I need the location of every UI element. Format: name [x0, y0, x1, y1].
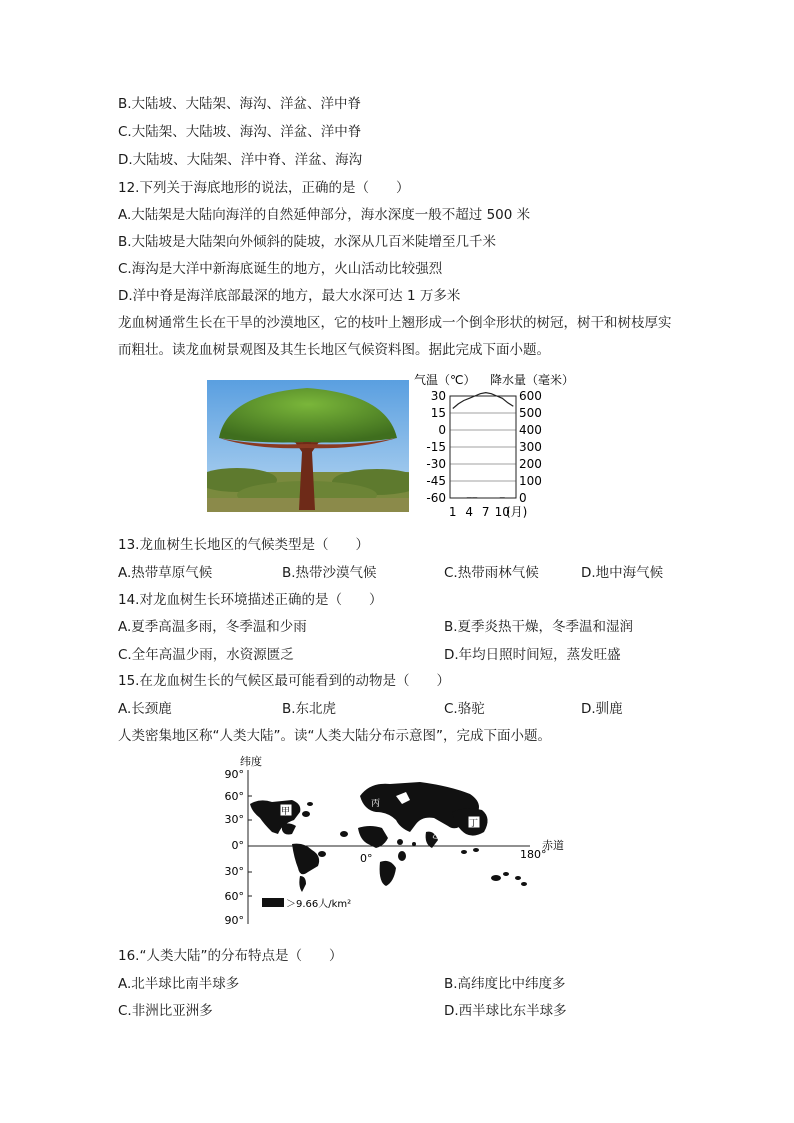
- passage-human-continent: 人类密集地区称“人类大陆”。读“人类大陆分布示意图”，完成下面小题。: [118, 728, 551, 744]
- q15-stem: 15.在龙血树生长的气候区最可能看到的动物是（ ）: [118, 673, 450, 689]
- map-label-ding: 丁: [469, 819, 479, 829]
- map-lon-180: 180°: [520, 848, 547, 861]
- map-lat-30s: 30°: [224, 865, 244, 878]
- map-lat-60s: 60°: [224, 890, 244, 903]
- precip-tick-label: 600: [519, 389, 542, 403]
- q14-option-d: D.年均日照时间短，蒸发旺盛: [444, 647, 621, 663]
- map-lat-title: 纬度: [240, 755, 262, 768]
- q16-option-b: B.高纬度比中纬度多: [444, 976, 566, 992]
- map-lat-0: 0°: [231, 839, 244, 852]
- climate-chart: [410, 372, 585, 522]
- temp-tick-label: 15: [430, 406, 446, 420]
- month-tick-label: 1: [448, 505, 457, 519]
- q14-option-a: A.夏季高温多雨，冬季温和少雨: [118, 619, 307, 635]
- q15-option-b: B.东北虎: [282, 701, 337, 717]
- temp-tick-label: 30: [430, 389, 446, 403]
- precip-tick-label: 500: [519, 406, 542, 420]
- q15-option-d: D.驯鹿: [581, 701, 623, 717]
- precip-bar: [500, 497, 505, 498]
- q11-option-d: D.大陆坡、大陆架、洋中脊、洋盆、海沟: [118, 152, 363, 168]
- q12-stem: 12.下列关于海底地形的说法，正确的是（ ）: [118, 180, 410, 196]
- precip-tick-label: 300: [519, 440, 542, 454]
- q13-option-c: C.热带雨林气候: [444, 565, 539, 581]
- precip-bar: [467, 497, 472, 498]
- q16-option-a: A.北半球比南半球多: [118, 976, 240, 992]
- dragon-tree-photo: [207, 380, 409, 512]
- q14-stem: 14.对龙血树生长环境描述正确的是（ ）: [118, 592, 383, 608]
- month-unit-label: (月): [506, 505, 528, 519]
- temp-tick-label: -30: [426, 457, 446, 471]
- human-continent-map: [220, 752, 580, 930]
- q11-option-b: B.大陆坡、大陆架、海沟、洋盆、洋中脊: [118, 96, 362, 112]
- temp-tick-label: 0: [438, 423, 446, 437]
- map-legend-swatch: [262, 898, 284, 907]
- temp-tick-label: -45: [426, 474, 446, 488]
- q14-option-c: C.全年高温少雨，水资源匮乏: [118, 647, 294, 663]
- passage-dragon-blood-tree: 龙血树通常生长在干旱的沙漠地区，它的枝叶上翘形成一个倒伞形状的树冠，树干和树枝厚实而粗壮。读龙血树景观图及其生长地区气候资料图。据此完成下面小题。: [118, 315, 672, 358]
- map-equator-label: 赤道: [542, 839, 564, 852]
- q11-option-c: C.大陆架、大陆坡、海沟、洋盆、洋中脊: [118, 124, 362, 140]
- q16-option-d: D.西半球比东半球多: [444, 1003, 567, 1019]
- precip-tick-label: 0: [519, 491, 527, 505]
- q12-option-d: D.洋中脊是海洋底部最深的地方，最大水深可达 1 万多米: [118, 288, 461, 304]
- q13-option-b: B.热带沙漠气候: [282, 565, 377, 581]
- q16-stem: 16.“人类大陆”的分布特点是（ ）: [118, 948, 343, 964]
- q13-option-d: D.地中海气候: [581, 565, 664, 581]
- precip-bar: [472, 497, 477, 498]
- temp-tick-label: -60: [426, 491, 446, 505]
- map-lon-0: 0°: [360, 852, 373, 865]
- temperature-line: [453, 393, 514, 409]
- precip-tick-label: 400: [519, 423, 542, 437]
- temp-axis-title: 气温（℃）: [414, 373, 476, 387]
- map-legend-label: ＞9.66人/km²: [286, 899, 352, 910]
- precip-tick-label: 200: [519, 457, 542, 471]
- map-label-yi: 乙: [432, 831, 442, 841]
- map-label-bing: 丙: [371, 799, 381, 809]
- map-lat-90s: 90°: [224, 914, 244, 927]
- map-lat-60n: 60°: [224, 790, 244, 803]
- map-lat-90n: 90°: [224, 768, 244, 781]
- precip-axis-title: 降水量（毫米）: [490, 373, 575, 387]
- month-tick-label: 10: [494, 505, 510, 519]
- q12-option-a: A.大陆架是大陆向海洋的自然延伸部分，海水深度一般不超过 500 米: [118, 207, 531, 223]
- q14-option-b: B.夏季炎热干燥，冬季温和湿润: [444, 619, 634, 635]
- precip-tick-label: 100: [519, 474, 542, 488]
- q12-option-b: B.大陆坡是大陆架向外倾斜的陡坡，水深从几百米陡增至几千米: [118, 234, 497, 250]
- map-lat-30n: 30°: [224, 813, 244, 826]
- q13-option-a: A.热带草原气候: [118, 565, 213, 581]
- month-tick-label: 7: [481, 505, 490, 519]
- q15-option-a: A.长颈鹿: [118, 701, 172, 717]
- temp-tick-label: -15: [426, 440, 446, 454]
- q16-option-c: C.非洲比亚洲多: [118, 1003, 213, 1019]
- month-tick-label: 4: [465, 505, 474, 519]
- q13-stem: 13.龙血树生长地区的气候类型是（ ）: [118, 537, 369, 553]
- q12-option-c: C.海沟是大洋中新海底诞生的地方，火山活动比较强烈: [118, 261, 443, 277]
- map-label-jia: 甲: [281, 807, 291, 817]
- q15-option-c: C.骆驼: [444, 701, 485, 717]
